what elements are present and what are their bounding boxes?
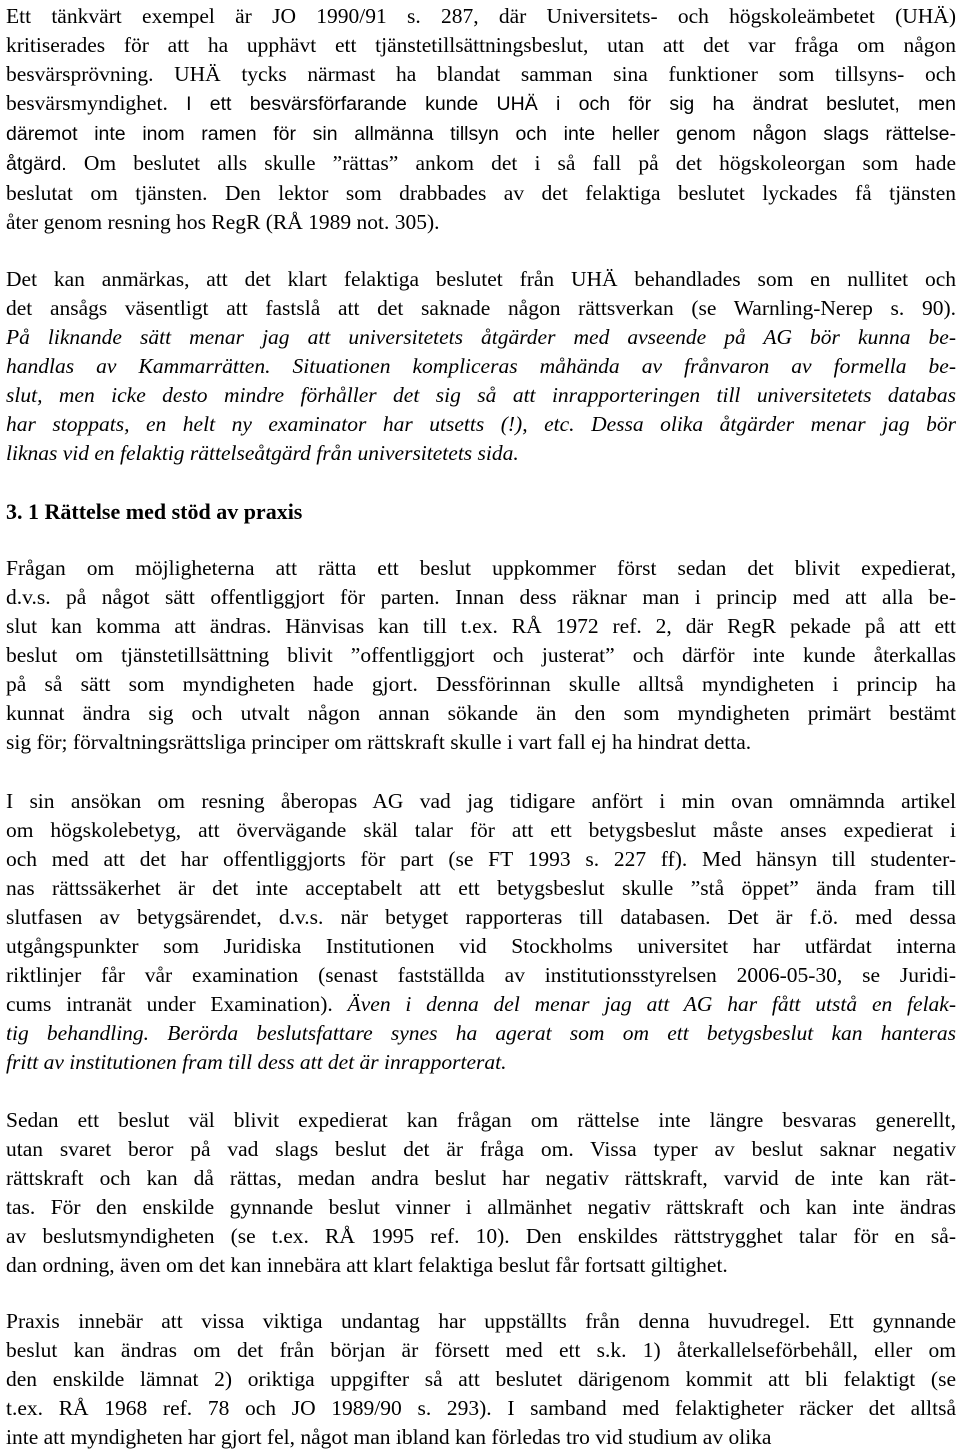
- text-line: [6, 787, 956, 816]
- text-run: fritt av institutionen fram till dess att det är inrapporterat.: [6, 1050, 507, 1074]
- text-run: I sin ansökan om resning åberopas AG vad jag tidigare anfört i min ovan omnämnda artikel: [6, 789, 956, 813]
- text-run: och med att det har offentliggjorts för part (se FT 1993 s. 227 ff). Med hänsyn till studenter-: [6, 847, 956, 871]
- text-run: åter genom resning hos RegR (RÅ 1989 not. 305).: [6, 210, 440, 234]
- text-line: [6, 265, 956, 294]
- text-run: slut kan komma att ändras. Hänvisas kan till t.ex. RÅ 1972 ref. 2, där RegR pekade på att ett: [6, 614, 956, 638]
- section-heading: 3. 1 Rättelse med stöd av praxis: [6, 499, 303, 524]
- text-line: [6, 1394, 956, 1423]
- text-line: [6, 179, 956, 208]
- text-line: [6, 89, 956, 119]
- text-run: utgångspunkter som Juridiska Institutionen vid Stockholms universitet har utfärdat interna: [6, 934, 956, 958]
- text-run: däremot inte inom ramen för sin allmänna tillsyn och inte heller genom någon slags rättelse-: [6, 123, 956, 145]
- text-line: [6, 1135, 956, 1164]
- text-line: [6, 903, 956, 932]
- text-line: [6, 1164, 956, 1193]
- text-run: Ett tänkvärt exempel är JO 1990/91 s. 287, där Universitets- och högskoleämbetet (UHÄ): [6, 4, 956, 28]
- paragraph-praxis-undantag: [6, 1307, 956, 1452]
- text-line: [6, 932, 956, 961]
- text-line: [6, 1251, 956, 1280]
- text-run: Sedan ett beslut väl blivit expedierat kan frågan om rättelse inte längre besvaras generellt,: [6, 1108, 956, 1132]
- text-run: Situationen kompliceras måhända av frånvaron av formella be-: [292, 354, 956, 378]
- text-run: rättskraft och kan då rättas, medan andra beslut har negativ rättskraft, varvid de inte kan rät-: [6, 1166, 956, 1190]
- paragraph-resning: [6, 787, 956, 1077]
- text-run: Dessa olika åtgärder menar jag bör: [591, 412, 956, 436]
- text-line: [6, 845, 956, 874]
- text-run: Även i denna del menar jag att AG har fått utstå en felak-: [347, 992, 956, 1016]
- text-run: liknas vid en felaktig rättelseåtgärd från universitetets sida.: [6, 441, 519, 465]
- text-run: På liknande sätt menar jag att universitetets åtgärder med avseende på AG bör kunna be-: [6, 325, 956, 349]
- text-line: [6, 31, 956, 60]
- text-run: slut, men icke desto mindre förhåller det sig så att inrapporteringen till universitetets databas: [6, 383, 956, 407]
- text-line: [6, 352, 956, 381]
- text-run: det ansågs väsentligt att fastslå att det saknade någon rättsverkan (se Warnling-Nerep s. 90).: [6, 296, 956, 320]
- text-run: besvärsprövning. UHÄ tycks närmast ha blandat samman sina funktioner som tillsyns- och: [6, 62, 956, 86]
- text-line: [6, 323, 956, 352]
- text-line: [6, 1365, 956, 1394]
- text-line: [6, 554, 956, 583]
- text-line: [6, 60, 956, 89]
- text-run: beslut om tjänstetillsättning blivit ”offentliggjort och justerat” och därför inte kunde återkallas: [6, 643, 956, 667]
- text-run: om högskolebetyg, att övervägande skäl talar för att ett betygsbeslut måste anses expedierat i: [6, 818, 956, 842]
- text-line: [6, 990, 956, 1019]
- text-run: Om beslutet alls skulle ”rättas” ankom det i så fall på det högskoleorgan som hade: [83, 151, 956, 175]
- text-line: [6, 1336, 956, 1365]
- text-run: Den lektor som drabbades av det felaktiga beslutet lyckades få tjänsten: [224, 181, 956, 205]
- text-line: [6, 294, 956, 323]
- text-run: kunnat ändra sig och utvalt någon annan sökande än den som myndigheten primärt bestämt: [6, 701, 956, 725]
- text-run: tig behandling. Berörda beslutsfattare synes ha agerat som om ett betygsbeslut kan hanteras: [6, 1021, 956, 1045]
- text-line: [6, 612, 956, 641]
- text-run: dan ordning, även om det kan innebära att klart felaktiga beslut får fortsatt giltighet.: [6, 1253, 728, 1277]
- text-line: [6, 583, 956, 612]
- text-run: på så sätt som myndigheten hade gjort. Dessförinnan skulle alltså myndigheten i princip ha: [6, 672, 956, 696]
- text-run: har stoppats, en helt ny examinator har utsetts (!), etc.: [6, 412, 592, 436]
- text-run: åtgärd.: [6, 153, 84, 175]
- text-run: nas rättssäkerhet är det inte acceptabelt att ett betygsbeslut skulle ”stå öppet” ända fram till: [6, 876, 956, 900]
- text-line: [6, 1193, 956, 1222]
- text-run: t.ex. RÅ 1968 ref. 78 och JO 1989/90 s. 293). I samband med felaktigheter räcker det alltså: [6, 1396, 956, 1420]
- text-run: cums intranät under Examination).: [6, 992, 348, 1016]
- text-line: [6, 439, 956, 468]
- text-line: [6, 670, 956, 699]
- text-line: [6, 149, 956, 179]
- text-line: [6, 208, 956, 237]
- text-line: [6, 119, 956, 149]
- text-run: sig för; förvaltningsrättsliga principer om rättskraft skulle i vart fall ej ha hindrat detta.: [6, 730, 752, 754]
- text-run: riktlinjer får vår examination (senast fastställda av institutionsstyrelsen 2006-05-30, se Juridi-: [6, 963, 956, 987]
- text-run: Frågan om möjligheterna att rätta ett beslut uppkommer först sedan det blivit expedierat,: [6, 556, 956, 580]
- text-run: tas. För den enskilde gynnande beslut vinner i allmänhet negativ rättskraft och kan inte ändras: [6, 1195, 956, 1219]
- text-line: [6, 381, 956, 410]
- text-run: beslutat om tjänsten.: [6, 181, 225, 205]
- text-run: Praxis innebär att vissa viktiga undantag har uppställts från denna huvudregel. Ett gynnande: [6, 1309, 956, 1333]
- text-line: [6, 961, 956, 990]
- text-run: handlas av Kammarrätten.: [6, 354, 293, 378]
- text-line: [6, 728, 956, 757]
- text-line: [6, 1222, 956, 1251]
- text-line: [6, 1019, 956, 1048]
- text-run: Det kan anmärkas, att det klart felaktiga beslutet från UHÄ behandlades som en nullitet och: [6, 267, 956, 291]
- text-run: utan svaret beror på vad slags beslut det är fråga om. Vissa typer av beslut saknar negativ: [6, 1137, 956, 1161]
- text-line: [6, 816, 956, 845]
- paragraph-expedierat: [6, 554, 956, 757]
- text-run: d.v.s. på något sätt offentliggjort för parten. Innan dess räknar man i princip med att alla be-: [6, 585, 956, 609]
- text-line: [6, 1106, 956, 1135]
- text-run: kritiserades för att ha upphävt ett tjänstetillsättningsbeslut, utan att det var fråga om någon: [6, 33, 956, 57]
- text-run: slutfasen av betygsärendet, d.v.s. när betyget rapporteras till databasen. Det är f.ö. med dessa: [6, 905, 956, 929]
- text-line: [6, 1048, 956, 1077]
- text-run: besvärsmyndighet.: [6, 91, 187, 115]
- text-line: [6, 874, 956, 903]
- text-run: av beslutsmyndigheten (se t.ex. RÅ 1995 ref. 10). Den enskildes rättstrygghet talar för en så-: [6, 1224, 956, 1248]
- text-run: den enskilde lämnat 2) oriktiga uppgifter så att beslutet därigenom kommit att bli felaktigt (se: [6, 1367, 956, 1391]
- text-line: [6, 641, 956, 670]
- text-line: [6, 2, 956, 31]
- text-line: [6, 1423, 956, 1452]
- text-run: beslut kan ändras om det från början är försett med ett s.k. 1) återkallelseförbehåll, eller om: [6, 1338, 956, 1362]
- text-line: [6, 410, 956, 439]
- text-line: [6, 1307, 956, 1336]
- text-run: inte att myndigheten har gjort fel, något man ibland kan förledas tro vid studium av olika: [6, 1425, 772, 1449]
- paragraph-nullitet: [6, 265, 956, 468]
- paragraph-jo-example: [6, 2, 956, 237]
- text-line: [6, 699, 956, 728]
- text-run: I ett besvärsförfarande kunde UHÄ i och för sig ha ändrat beslutet, men: [186, 93, 957, 115]
- paragraph-rattskraft: [6, 1106, 956, 1280]
